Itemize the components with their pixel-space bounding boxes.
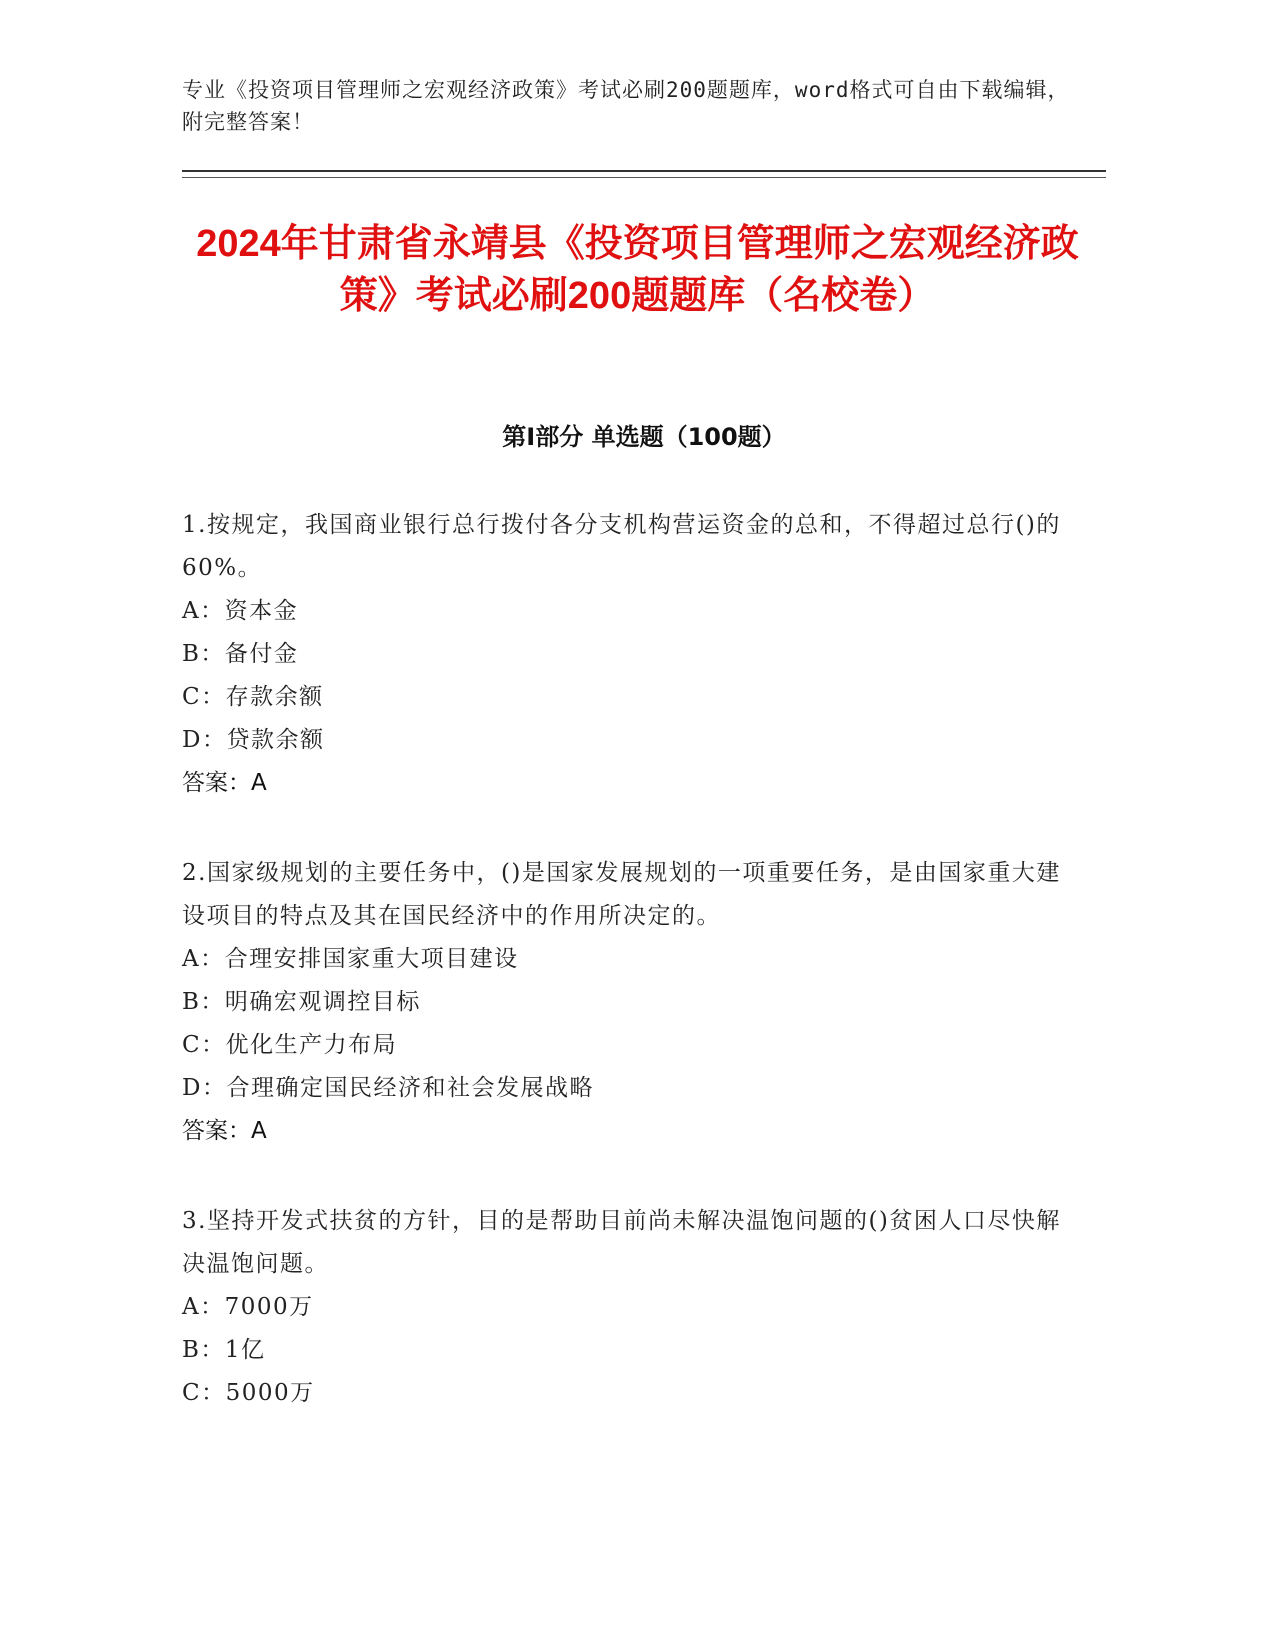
option-c: C：优化生产力布局 [182, 1032, 398, 1058]
question-3 [182, 1200, 1062, 1415]
option-d: D：合理确定国民经济和社会发展战略 [182, 1075, 594, 1101]
question-stem: 1.按规定，我国商业银行总行拨付各分支机构营运资金的总和，不得超过总行()的60%。 [182, 512, 1061, 581]
option-a: A：资本金 [182, 598, 299, 624]
option-a: A：合理安排国家重大项目建设 [182, 946, 519, 972]
answer-line: 答案：A [182, 770, 267, 796]
question-2 [182, 852, 1062, 1153]
question-stem: 3.坚持开发式扶贫的方针，目的是帮助目前尚未解决温饱问题的()贫困人口尽快解决温饱问题。 [182, 1208, 1061, 1277]
option-b: B：1亿 [182, 1337, 266, 1363]
answer-line: 答案：A [182, 1118, 267, 1144]
question-stem: 2.国家级规划的主要任务中，()是国家发展规划的一项重要任务，是由国家重大建设项目的特点及其在国民经济中的作用所决定的。 [182, 860, 1061, 929]
document-title: 2024年甘肃省永靖县《投资项目管理师之宏观经济政策》考试必刷200题题库（名校卷） [196, 223, 1079, 317]
option-a: A：7000万 [182, 1294, 314, 1320]
option-d: D：贷款余额 [182, 727, 325, 753]
header-note: 专业《投资项目管理师之宏观经济政策》考试必刷200题题库，word格式可自由下载编辑，附完整答案！ [182, 78, 1070, 134]
section-heading: 第Ⅰ部分 单选题（100题） [502, 423, 786, 451]
option-b: B：备付金 [182, 641, 299, 667]
question-1 [182, 504, 1062, 805]
option-c: C：5000万 [182, 1380, 315, 1406]
option-c: C：存款余额 [182, 684, 324, 710]
option-b: B：明确宏观调控目标 [182, 989, 421, 1015]
header-divider-thin [182, 177, 1106, 178]
header-divider-thick [182, 170, 1106, 172]
